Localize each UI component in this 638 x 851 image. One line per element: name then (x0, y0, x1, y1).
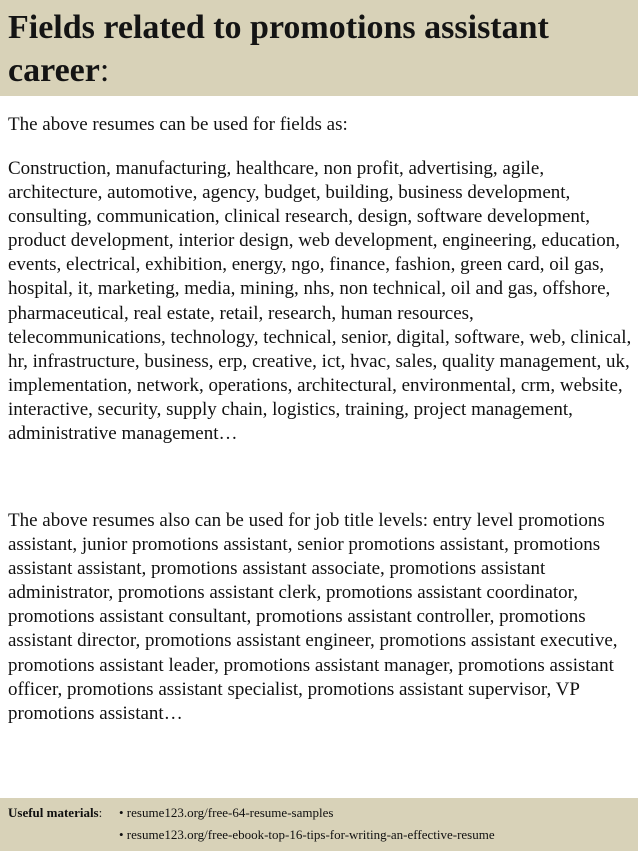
resume-samples-link[interactable]: • resume123.org/free-64-resume-samples (119, 805, 334, 820)
intro-text: The above resumes can be used for fields as: (8, 114, 348, 135)
page-title-colon: : (99, 52, 110, 89)
job-levels-paragraph: The above resumes also can be used for job title levels: entry level promotions assistant, junior promotions assistant, senior promotions assistant, promotions assistant assistant, promotions assistant associate, promotions assistant administrator, promotions assistant clerk, promotions assistant coordinator, promotions assistant consultant, promotions assistant controller, promotions assistant director, promotions assistant engineer, promotions assistant executive, promotions assistant leader, promotions assistant manager, promotions assistant officer, promotions assistant specialist, promotions assistant supervisor, VP promotions assistant… (8, 510, 618, 724)
useful-materials-colon: : (98, 805, 103, 820)
fields-paragraph: Construction, manufacturing, healthcare, non profit, advertising, agile, architecture, automotive, agency, budget, building, business development, consulting, communication, clinical research, design, software development, product development, interior design, web development, engineering, education, events, electrical, exhibition, energy, ngo, finance, fashion, green card, oil gas, hospital, it, marketing, media, mining, nhs, non technical, oil and gas, offshore, pharmaceutical, real estate, retail, research, human resources, telecommunications, technology, technical, senior, digital, software, web, clinical, hr, infrastructure, business, erp, creative, ict, hvac, sales, quality management, uk, implementation, network, operations, architectural, environmental, crm, website, interactive, security, supply chain, logistics, training, project management, administrative management… (8, 158, 632, 445)
page-title (8, 6, 632, 92)
ebook-tips-link[interactable]: • resume123.org/free-ebook-top-16-tips-for-writing-an-effective-resume (119, 827, 495, 842)
useful-materials-label (8, 804, 102, 822)
useful-materials-text: Useful materials (8, 805, 99, 820)
page-title-text: Fields related to promotions assistant career (8, 9, 549, 89)
